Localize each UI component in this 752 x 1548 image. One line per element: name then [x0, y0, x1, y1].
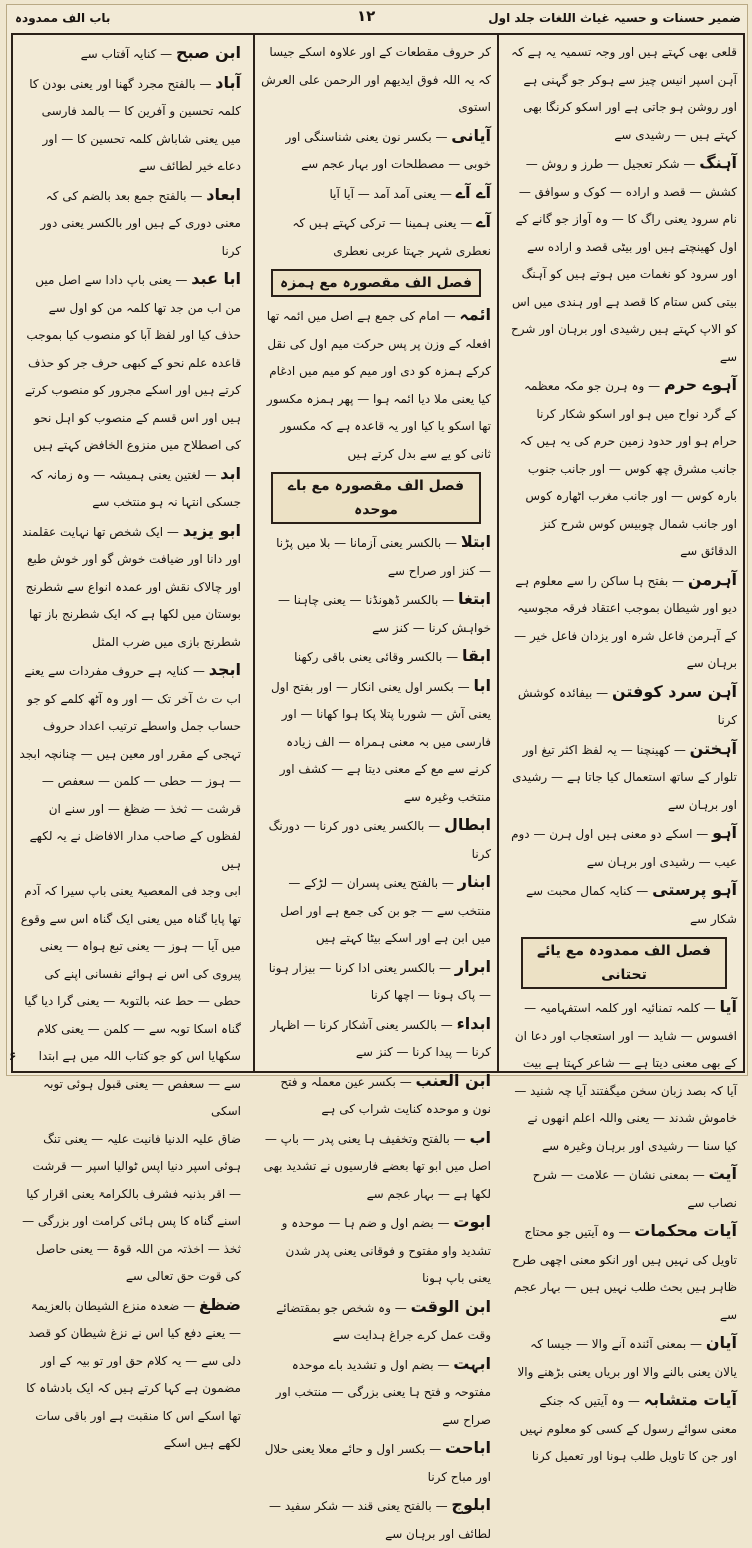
page — [6, 4, 748, 1541]
headword: ابداء — [456, 1013, 491, 1033]
definition-text: — وہ ہرن جو مکہ معظمہ کے گرد نواح میں ہو اور اسکو شکار کرنا حرام ہو اور حدود زمین حرم کی یہ ہیں کہ جانب مشرق چھ کوس — اور جانب جنوب بارہ کوس — اور جانب مغرب اٹھارہ کوس اور جانب شمال چوبیس کوس شرح کنز الدقائق سے — [519, 379, 737, 558]
side-number: ۶ — [9, 1049, 17, 1063]
dictionary-entry — [511, 566, 737, 678]
definition-text: — بالکسر وقائی یعنی باقی رکھنا — [294, 650, 459, 664]
headword: آہوے حرم — [663, 375, 737, 394]
definition-text: — بالفتح یعنی قند — شکر سفید — لطائف اور برہان سے — [269, 1499, 491, 1541]
definition-text: — وہ شخص جو بمقتضائے وقت عمل کرے جراغ ہدایت سے — [276, 1300, 491, 1342]
headword: آیان — [705, 1333, 737, 1352]
dictionary-entry — [511, 1217, 737, 1329]
headword: ابد — [220, 463, 241, 483]
definition-text: — بالکسر یعنی آزمانا — بلا میں پڑنا — کنز اور صراح سے — [276, 536, 491, 578]
entry-continuation — [261, 39, 491, 122]
definition-text: — بالفتح مجرد گھنا اور یعنی بودن کا کلمہ تحسین و آفرین کا — بالمد فارسی میں یعنی شاباش کلمہ تحسین کا — اور دعاے خیر لطائف سے — [29, 76, 241, 173]
dictionary-entry — [511, 993, 737, 1160]
dictionary-entry — [511, 735, 737, 820]
text-frame — [11, 33, 745, 1541]
dictionary-entry — [19, 69, 241, 181]
dictionary-entry — [261, 122, 491, 179]
headword: آہنگ — [699, 153, 737, 172]
column-left — [13, 35, 247, 1450]
dictionary-entry — [261, 179, 491, 209]
headword: آیانی — [451, 125, 491, 145]
dictionary-entry — [511, 1329, 737, 1386]
headword: آہن سرد کوفتن — [611, 681, 737, 701]
dictionary-entry — [261, 208, 491, 265]
definition-text: — بضم اول و ضم ہا — موحدہ و تشدید واو مفتوح و فوقانی یعنی پدر شدن یعنی باپ ہونا — [281, 1216, 491, 1285]
section-heading: فصل الف مقصورہ مع باے موحدہ — [271, 472, 481, 524]
headword: ابعاد — [206, 184, 241, 204]
definition-text: — یعنی ہمینا — ترکی کہتے ہیں کہ نعطری شہر جہتا عربی نعطری — [292, 216, 491, 258]
definition-text: — بفتح ہا ساکن را سے معلوم ہے دیو اور شیطان بموجب اعتقاد فرقہ مجوسیہ کے آہرمن فاعل شرہ اور یزدان فاعل خیر — برہان سے — [514, 573, 737, 670]
headword: ائمہ — [459, 305, 491, 324]
column-right — [505, 35, 743, 1463]
dictionary-entry — [261, 868, 491, 953]
headword: آیت — [708, 1164, 737, 1183]
definition-text: — بالفتح جمع بعد بالضم کی کہ معنی دوری کے ہیں اور بالکسر یعنی دور کرنا — [40, 188, 241, 258]
dictionary-entry — [511, 678, 737, 735]
dictionary-entry — [261, 953, 491, 1010]
headword: اب — [469, 1127, 491, 1147]
definition-text: — ایک شخص تھا نہایت عقلمند اور دانا اور ضیافت خوش گو اور خوش طبع اور چالاک نقش اور عمدہ انواع سے شطرنج بوستان میں لکھا ہے کہ ایک شطرنج باز تھا شطرنج بازی میں ضرب المثل — [22, 524, 241, 649]
headword: آیات متشابہ — [643, 1390, 737, 1409]
page-header — [7, 5, 747, 31]
definition-text: — بیفائدہ کوشش کرنا — [517, 685, 737, 727]
definition-text: قلعی بھی کہتے ہیں اور وجہ تسمیہ یہ ہے کہ آہن اسپر انیس چیز سے ہوکر جو گہنی ہے اور روشن ہو جاتی ہے اور اسکو کرنگا بھی کہتے ہیں — رشیدی سے — [511, 45, 737, 142]
headword: ابجد — [208, 660, 241, 679]
dictionary-entry — [261, 1491, 491, 1548]
definition-text: ابی وجد فی المعصیۃ یعنی باپ سیرا کہ آدم تھا پایا گناہ میں یعنی ایک گناہ اس سے وقوع میں آیا — ہوز — یعنی تبع ہواہ — یعنی پیروی کی اس نے ہوائے نفسانی اپنے کی حطی — حط عنہ بالتوبۃ — یعنی گرا دیا گیا گناہ اسکا توبہ سے — کلمن — یعنی کلام سکھایا اس کو جو کتاب اللہ میں ہے ابتدا سے — سعفص — یعنی قبول ہوئی توبہ اسکی — [20, 884, 241, 1118]
headword: ابو یزید — [182, 520, 241, 540]
definition-text: — بکسر اول و حائے معلا یعنی حلال اور مباح کرنا — [264, 1442, 491, 1484]
headword: ابتلا — [460, 532, 491, 551]
headword: ضظغ — [199, 1294, 241, 1314]
dictionary-entry — [261, 585, 491, 642]
headword: آے — [476, 212, 491, 231]
dictionary-entry — [261, 1350, 491, 1435]
chapter-title: باب الف ممدودہ — [15, 11, 111, 25]
definition-text: — بکسر عین معملہ و فتح نون و موحدہ کنایت شراب کی ہے — [280, 1074, 491, 1116]
definition-text: — اسکے دو معنی ہیں اول ہرن — دوم عیب — رشیدی اور برہان سے — [511, 827, 737, 869]
definition-text: — بالکسر یعنی آشکار کرنا — اظہار کرنا — پیدا کرنا — کنز سے — [270, 1017, 491, 1059]
entry-continuation — [19, 878, 241, 1126]
definition-text: — کنایہ ہے حروف مفردات سے یعنے اب ت ث آخر تک — اور وہ آٹھ کلمے کو جو حساب جمل واسطے ترتیب اعداد حروف تہجی کے مقرر اور معین ہیں — چنانچہ ابجد — ہوز — حطی — کلمن — سعفص — قرشت — ثخذ — ضظغ — اور سنے ان لفظوں کے صاحب مدار الافاضل نے یہ لکھے ہیں — [19, 664, 241, 871]
page-number: ۱۲ — [357, 7, 376, 25]
definition-text: کر حروف مقطعات کے اور علاوہ اسکے جیسا کہ یہ اللہ فوق ایدیھم اور الرحمن علی العرش استوی — [261, 45, 491, 114]
dictionary-entry — [261, 301, 491, 468]
headword: ابتغا — [457, 589, 491, 608]
headword: آیات محکمات — [634, 1221, 737, 1240]
dictionary-entry — [19, 460, 241, 517]
dictionary-entry — [261, 528, 491, 585]
column-middle — [253, 35, 499, 1541]
definition-text: — بکسر اول یعنی انکار — اور بفتح اول یعنی آش — شوربا پتلا پکا ہوا کھانا — اور فارسی میں بہ معنی ہمراہ — الف زیادہ کرنے سے مع کے معنی دیتا ہے — کشف اور منتخب وغیرہ سے — [270, 679, 491, 804]
definition-text: — بمعنی نشان — علامت — شرح نصاب سے — [532, 1168, 737, 1210]
definition-text: — بمعنی آئندہ آنے والا — جیسا کہ یالان یعنی بالنے والا اور بریاں یعنی بڑھنے والا — [517, 1337, 737, 1379]
dictionary-entry — [261, 642, 491, 672]
definition-text: — بالفتح وتخفیف ہا یعنی پدر — باپ — اصل میں ابو تھا بعضے فارسیوں نے تشدید بھی لکھا ہے — بہار عجم سے — [263, 1131, 491, 1201]
dictionary-entry — [19, 181, 241, 266]
definition-text: — بالکسر ڈھونڈنا — یعنی چاہنا — خواہش کرنا — کنز سے — [277, 593, 491, 635]
definition-text: — بضم اول و تشدید باے موحدہ مفتوحہ و فتح ہا یعنی بزرگی — منتخب اور صراح سے — [275, 1357, 491, 1427]
definition-text: — بالکسر یعنی دور کرنا — دورنگ کرنا — [268, 819, 491, 861]
headword: آباد — [215, 72, 241, 92]
definition-text: — بکسر نون یعنی شناسنگی اور خوبی — مصطلحات اور بہار عجم سے — [285, 129, 491, 171]
entry-continuation — [19, 1126, 241, 1291]
headword: ابطال — [444, 815, 491, 834]
headword: آہو پرستی — [652, 880, 737, 899]
headword: ابقا — [461, 646, 491, 665]
section-heading: فصل الف مقصورہ مع ہمزہ — [271, 269, 481, 297]
dictionary-entry — [511, 1386, 737, 1471]
headword: آے آے — [455, 182, 491, 202]
definition-text: — کنایہ آفتاب سے — [80, 47, 173, 61]
headword: ابوت — [453, 1212, 491, 1231]
headword: ابلوج — [451, 1495, 491, 1514]
definition-text: — ضعدہ منزع الشیطان بالعزیمۃ — یعنے دفع کیا اس نے نزغ شیطان کو قصد دلی سے — یہ کلام حق اور تو بیہ کے اور مضمون ہے کہا کرتے ہیں کہ ایک بادشاہ کا تھا اسکے اس کا منقبت ہے اور باقی سات لکھے ہیں اسکے — [26, 1298, 241, 1450]
definition-text: — وہ آیتیں کہ جنکے معنی سوائے رسول کے کسی کو معلوم نہیں اور جن کا تاویل طلب ہونا اور تعمیل کرنا — [519, 1394, 737, 1463]
definition-text: — کنایہ کمال محبت سے شکار سے — [525, 884, 737, 926]
definition-text: — امام کی جمع ہے اصل میں ائمہ تھا افعلہ کے وزن پر پس حرکت میم اول کی نقل کرکے ہمزہ کو دی اور میم کو میم میں ادغام کیا یعنی ملا دیا ائمہ ہوا — پھر ہمزہ مکسور تھا اسکو یا کیا اور یہ قاعدہ ہے کہ مکسور ثانی کو یے سے بدل کرتے ہیں — [266, 309, 491, 461]
dictionary-entry — [511, 876, 737, 933]
headword: آہرمن — [687, 569, 737, 589]
dictionary-entry — [19, 656, 241, 878]
definition-text: — یعنی آمد آمد — آیا آیا — [329, 186, 452, 201]
dictionary-entry — [261, 1010, 491, 1067]
definition-text: — یعنی باپ دادا سے اصل میں من اب من جد تھا کلمہ من کو اول سے حذف کیا اور لفظ آبا کو منصوب کیا بموجب قاعدہ علم نحو کے کبھی حرف جر کو حذف کرتے ہیں اور اسکے مجرور کو منصوب کرتے ہیں اور اس قسم کے منصوب کو اہل نحو کی اصطلاح میں منزوع الخافض کہتے ہیں — [24, 273, 241, 452]
headword: آیا — [719, 997, 737, 1016]
dictionary-entry — [261, 672, 491, 812]
headword: اباحت — [445, 1438, 491, 1457]
dictionary-entry — [261, 1067, 491, 1124]
headword: ابرار — [454, 956, 491, 976]
dictionary-entry — [19, 39, 241, 69]
dictionary-entry — [261, 811, 491, 868]
book-title: ضمیر حسنات و حسیہ غیاث اللغات جلد اول — [488, 11, 741, 25]
dictionary-entry — [261, 1124, 491, 1209]
dictionary-entry — [19, 1291, 241, 1458]
headword: ابن صبح — [176, 43, 241, 62]
dictionary-entry — [261, 1208, 491, 1293]
headword: آہختن — [689, 738, 737, 758]
definition-text: — بالفتح یعنی پسران — لڑکے — منتخب سے — جو بن کی جمع ہے اور اصل میں ابن ہے اور اسکے بیٹا کہتے ہیں — [280, 876, 491, 945]
dictionary-entry — [511, 149, 737, 371]
definition-text: — کلمہ تمنائیہ اور کلمہ استفہامیہ — افسوس — شاید — اور استعجاب اور دعا ان کے بھی معنی دیتا ہے — شاعر کہتا ہے بیت آیا کہ بصد زبان سخن میگفتند آیا چہ شنید — خاموش شدند — یعنی واللہ اعلم انھوں نے کیا سنا — رشیدی اور برہان وغیرہ سے — [514, 1001, 737, 1153]
headword: ابا عبد — [191, 269, 241, 288]
dictionary-entry — [511, 1160, 737, 1217]
dictionary-entry — [511, 819, 737, 876]
dictionary-entry — [261, 1293, 491, 1350]
dictionary-entry — [511, 371, 737, 566]
definition-text: — وہ آیتیں جو محتاج تاویل کی نہیں ہیں اور انکو معنی اچھی طرح ظاہر ہیں بحث طلب نہیں ہیں — بہار عجم سے — [512, 1225, 737, 1322]
entry-continuation — [511, 39, 737, 149]
headword: ابن العنب — [415, 1070, 491, 1090]
headword: ابنار — [457, 872, 491, 891]
section-heading: فصل الف ممدودہ مع یائے تحتانی — [521, 937, 727, 989]
headword: ابا — [473, 675, 491, 695]
headword: آہو — [712, 823, 737, 842]
dictionary-entry — [19, 517, 241, 657]
headword: ابن الوقت — [410, 1296, 491, 1316]
headword: ابہت — [453, 1353, 491, 1373]
definition-text: ضاق علیہ الدنیا فانیت علیہ — یعنی تنگ ہوئی اسپر دنیا اپس ٹوالیا اسپر — قرشت — اقر بذنبہ فشرف بالکرامۃ یعنی اقرار کیا اسنے گناہ کا پس ہائی کرامت اور بزرگی — ثخذ — اخذتہ من اللہ قوۃ — یعنی حاصل کی قوت حق تعالی سے — [22, 1131, 241, 1283]
definition-text: — لغتین یعنی ہمیشہ — وہ زمانہ کہ جسکی انتہا نہ ہو منتخب سے — [30, 467, 241, 509]
definition-text: — شکر تعجیل — طرز و روش — کشش — قصد و اراده — کوک و سوافق — نام سرود یعنی راگ کا — وہ آواز جو گانے کے اول کھینچتے ہیں اور بیٹی قصد و اراده سے اور سرود کو نغمات میں ہوتے ہیں کو آہنگ بیتی کس ستام کا قصد ہے اور ہندی میں اس کو الاپ کہتے ہیں رشیدی اور برہان اور شرح سے — [511, 157, 737, 364]
definition-text: — بالکسر یعنی ادا کرنا — بیزار ہونا — پاک ہونا — اچھا کرنا — [268, 960, 491, 1002]
definition-text: — کھینچنا — یہ لفظ اکثر تیغ اور تلوار کے ساتھ استعمال کیا جاتا ہے — رشیدی اور برہان سے — [512, 742, 737, 812]
dictionary-entry — [261, 1434, 491, 1491]
dictionary-entry — [19, 265, 241, 460]
